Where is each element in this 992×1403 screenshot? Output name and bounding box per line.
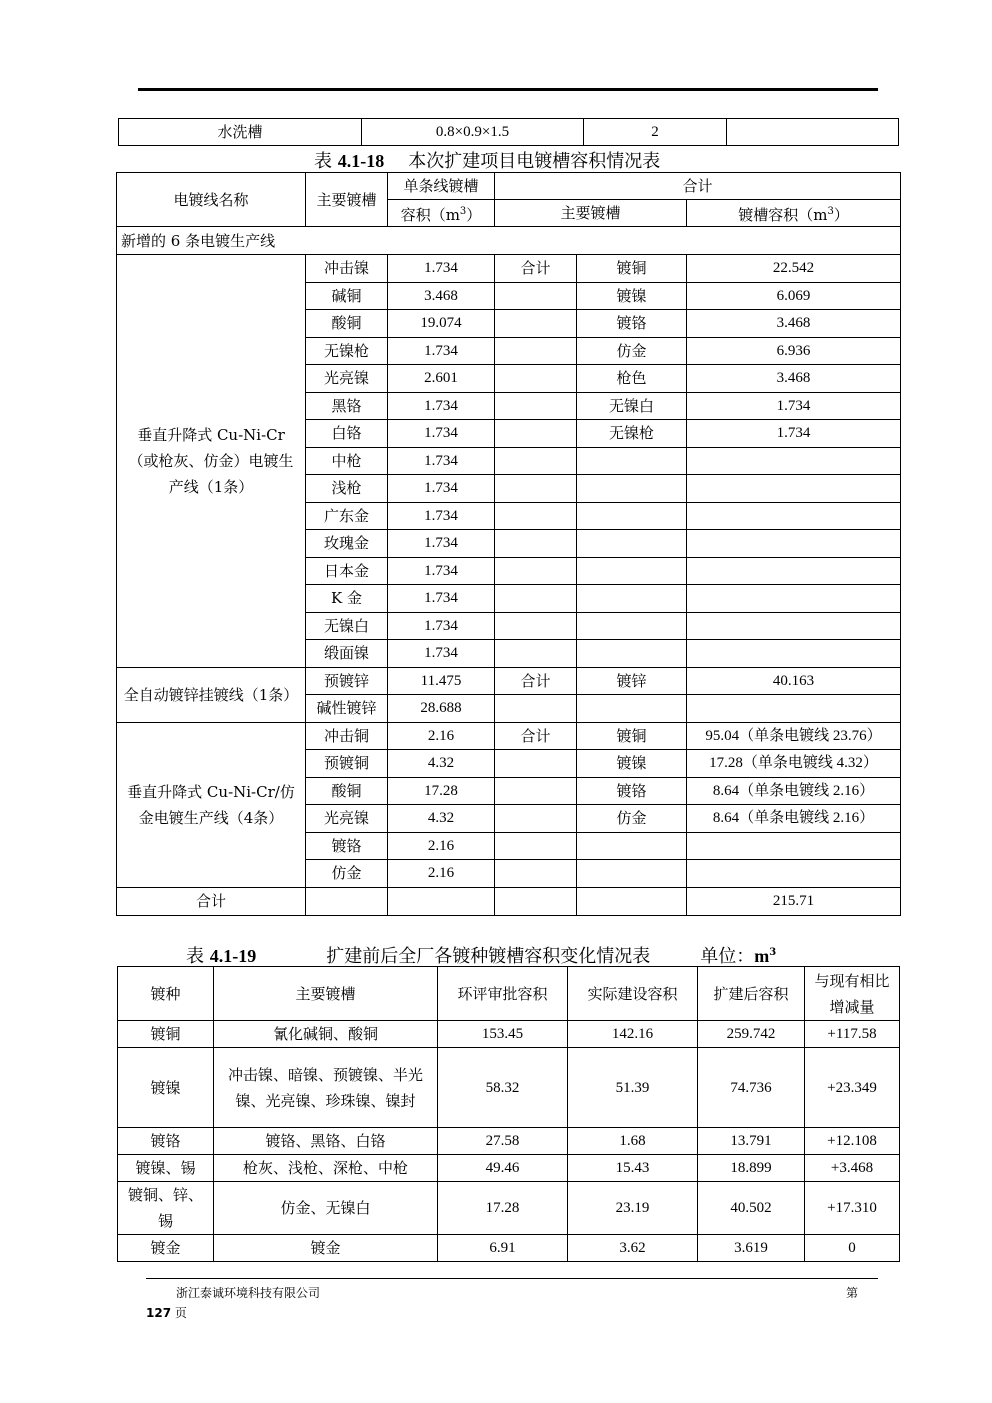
- table-row: [118, 1155, 900, 1182]
- table-4-1-19: [117, 966, 900, 1262]
- t19-value: 0: [805, 1235, 900, 1262]
- tank-name: 预镀铜: [306, 750, 388, 778]
- total-label-cell: [495, 310, 577, 338]
- t19-value: 1.68: [568, 1128, 698, 1155]
- total-label-cell: [495, 557, 577, 585]
- tank-volume: 3.468: [388, 282, 495, 310]
- tank-name: 光亮镍: [306, 365, 388, 393]
- t19-tanks: 镀铬、黑铬、白铬: [214, 1128, 438, 1155]
- t19-value: 13.791: [698, 1128, 805, 1155]
- plating-kind: [577, 612, 687, 640]
- tank-name: 广东金: [306, 502, 388, 530]
- tank-volume: 1.734: [388, 447, 495, 475]
- tank-name: 碱性镀锌: [306, 695, 388, 723]
- plating-volume: 1.734: [687, 420, 901, 448]
- tank-name: 仿金: [306, 860, 388, 888]
- t19-header: 镀种: [118, 967, 214, 1021]
- tank-name: 日本金: [306, 557, 388, 585]
- plating-volume: 3.468: [687, 365, 901, 393]
- table19-caption: 表 4.1-19 扩建前后全厂各镀种镀槽容积变化情况表 单位：$m^3$: [186, 946, 777, 967]
- plating-volume: [687, 557, 901, 585]
- t19-value: 23.19: [568, 1182, 698, 1235]
- t19-kind: 镀金: [118, 1235, 214, 1262]
- section-new-lines: 新增的 6 条电镀生产线: [117, 227, 901, 255]
- t19-tanks: 镀金: [214, 1235, 438, 1262]
- t19-header: 主要镀槽: [214, 967, 438, 1021]
- footer-rule: [146, 1278, 878, 1279]
- tank-volume: 1.734: [388, 530, 495, 558]
- total-label-cell: 合计: [495, 667, 577, 695]
- plating-volume: [687, 612, 901, 640]
- total-label-cell: [495, 805, 577, 833]
- plating-kind: 镀铬: [577, 310, 687, 338]
- tank-volume: 2.16: [388, 832, 495, 860]
- t19-tanks: 仿金、无镍白: [214, 1182, 438, 1235]
- plating-kind: 镀铬: [577, 777, 687, 805]
- header-main-tank: 主要镀槽: [306, 173, 388, 227]
- total-label-cell: [495, 585, 577, 613]
- plating-kind: [577, 502, 687, 530]
- t19-value: 153.45: [438, 1021, 568, 1048]
- tank-name: 冲击铜: [306, 722, 388, 750]
- plating-kind: [577, 447, 687, 475]
- tank-name: 镀铬: [306, 832, 388, 860]
- total-label-cell: [495, 392, 577, 420]
- tank-volume: 1.734: [388, 612, 495, 640]
- plating-kind: 镀铜: [577, 722, 687, 750]
- footer-page-number: 127 页: [146, 1306, 187, 1320]
- t19-kind: 镀铜、锌、锡: [118, 1182, 214, 1235]
- table-row: [117, 255, 901, 283]
- table-row: [118, 1128, 900, 1155]
- t19-value: 51.39: [568, 1048, 698, 1128]
- total-label-cell: [495, 777, 577, 805]
- table-row: [117, 722, 901, 750]
- plating-kind: [577, 695, 687, 723]
- total-label-cell: [495, 420, 577, 448]
- total-label-cell: 合计: [495, 255, 577, 283]
- tank-volume: 17.28: [388, 777, 495, 805]
- plating-volume: [687, 860, 901, 888]
- plating-kind: 镀镍: [577, 282, 687, 310]
- total-label-cell: [495, 640, 577, 668]
- t19-value: 3.62: [568, 1235, 698, 1262]
- total-label-cell: [495, 282, 577, 310]
- total-label-cell: [495, 750, 577, 778]
- plating-kind: [577, 585, 687, 613]
- total-label-cell: [495, 612, 577, 640]
- plating-volume: 40.163: [687, 667, 901, 695]
- footer-page-word: 第: [846, 1286, 859, 1300]
- t19-value: 18.899: [698, 1155, 805, 1182]
- tank-name: 缎面镍: [306, 640, 388, 668]
- table-row: [118, 1021, 900, 1048]
- plating-kind: [577, 557, 687, 585]
- t19-kind: 镀铜: [118, 1021, 214, 1048]
- plating-volume: [687, 447, 901, 475]
- tank-name: 碱铜: [306, 282, 388, 310]
- tank-volume: 11.475: [388, 667, 495, 695]
- tank-name: 预镀锌: [306, 667, 388, 695]
- total-label-cell: [495, 475, 577, 503]
- tank-volume: 2.16: [388, 722, 495, 750]
- plating-volume: [687, 475, 901, 503]
- total-label-cell: [495, 695, 577, 723]
- tank-name: 光亮镍: [306, 805, 388, 833]
- total-label-cell: 合计: [495, 722, 577, 750]
- plating-kind: 仿金: [577, 337, 687, 365]
- plating-volume: [687, 585, 901, 613]
- header-rule: [138, 88, 878, 91]
- tank-volume: 1.734: [388, 255, 495, 283]
- total-label-cell: [495, 502, 577, 530]
- tank-volume: 1.734: [388, 475, 495, 503]
- plating-volume: 95.04（单条电镀线 23.76）: [687, 722, 901, 750]
- cell-extra: [727, 119, 899, 146]
- t19-value: 17.28: [438, 1182, 568, 1235]
- total-label-cell: [495, 365, 577, 393]
- tank-name: 酸铜: [306, 310, 388, 338]
- plating-kind: 无镍白: [577, 392, 687, 420]
- tank-volume: 1.734: [388, 502, 495, 530]
- t19-value: 27.58: [438, 1128, 568, 1155]
- tank-name: 白铬: [306, 420, 388, 448]
- t19-value: +117.58: [805, 1021, 900, 1048]
- total-label-cell: [495, 337, 577, 365]
- tank-volume: 1.734: [388, 585, 495, 613]
- total-label-cell: [495, 832, 577, 860]
- tank-name: 中枪: [306, 447, 388, 475]
- plating-kind: 镀锌: [577, 667, 687, 695]
- plating-volume: 22.542: [687, 255, 901, 283]
- t19-header: 实际建设容积: [568, 967, 698, 1021]
- tank-volume: 1.734: [388, 420, 495, 448]
- table-row: [118, 1235, 900, 1262]
- t19-header: 扩建后容积: [698, 967, 805, 1021]
- t19-value: 6.91: [438, 1235, 568, 1262]
- t19-value: +23.349: [805, 1048, 900, 1128]
- top-remnant-table: [118, 118, 899, 146]
- plating-kind: 无镍枪: [577, 420, 687, 448]
- tank-volume: 28.688: [388, 695, 495, 723]
- tank-volume: 1.734: [388, 392, 495, 420]
- tank-name: 无镍枪: [306, 337, 388, 365]
- total-label-cell: [495, 860, 577, 888]
- cell-size: 0.8×0.9×1.5: [362, 119, 584, 146]
- header-total-volume: 镀槽容积$(m^3)$: [687, 200, 901, 227]
- t19-value: 3.619: [698, 1235, 805, 1262]
- total-label: 合计: [117, 887, 306, 915]
- tank-name: 酸铜: [306, 777, 388, 805]
- t19-value: 142.16: [568, 1021, 698, 1048]
- plating-volume: 8.64（单条电镀线 2.16）: [687, 805, 901, 833]
- table-row: [118, 1048, 900, 1128]
- plating-volume: [687, 502, 901, 530]
- t19-header: 与现有相比增减量: [805, 967, 900, 1021]
- table-row: [117, 667, 901, 695]
- line1-name: 垂直升降式 Cu-Ni-Cr（或枪灰、仿金）电镀生产线（1条）: [117, 255, 306, 668]
- table-4-1-18: [116, 172, 901, 916]
- t19-value: 40.502: [698, 1182, 805, 1235]
- tank-name: 黑铬: [306, 392, 388, 420]
- header-volume-2: 容积$(m^3)$: [388, 200, 495, 227]
- table18-caption: 表 4.1-18 本次扩建项目电镀槽容积情况表: [314, 151, 661, 172]
- cell-name: 水洗槽: [119, 119, 362, 146]
- tank-volume: 4.32: [388, 805, 495, 833]
- tank-name: 冲击镍: [306, 255, 388, 283]
- t19-kind: 镀镍、锡: [118, 1155, 214, 1182]
- line2-name: 全自动镀锌挂镀线（1条）: [117, 667, 306, 722]
- table-row: [118, 1182, 900, 1235]
- plating-kind: [577, 475, 687, 503]
- t19-kind: 镀镍: [118, 1048, 214, 1128]
- plating-volume: 6.936: [687, 337, 901, 365]
- tank-name: 玫瑰金: [306, 530, 388, 558]
- plating-volume: 8.64（单条电镀线 2.16）: [687, 777, 901, 805]
- t19-value: +12.108: [805, 1128, 900, 1155]
- plating-volume: [687, 640, 901, 668]
- tank-volume: 19.074: [388, 310, 495, 338]
- footer-company: 浙江泰诚环境科技有限公司: [176, 1286, 321, 1300]
- t19-value: 74.736: [698, 1048, 805, 1128]
- plating-volume: 3.468: [687, 310, 901, 338]
- plating-volume: [687, 695, 901, 723]
- t19-value: 15.43: [568, 1155, 698, 1182]
- cell-count: 2: [584, 119, 727, 146]
- header-total: 合计: [495, 173, 901, 200]
- tank-volume: 2.601: [388, 365, 495, 393]
- tank-name: 无镍白: [306, 612, 388, 640]
- total-label-cell: [495, 530, 577, 558]
- plating-kind: [577, 832, 687, 860]
- plating-volume: 6.069: [687, 282, 901, 310]
- t19-kind: 镀铬: [118, 1128, 214, 1155]
- header-total-tank: 主要镀槽: [495, 200, 687, 227]
- plating-kind: [577, 860, 687, 888]
- plating-kind: 枪色: [577, 365, 687, 393]
- t19-value: 259.742: [698, 1021, 805, 1048]
- plating-kind: 仿金: [577, 805, 687, 833]
- plating-volume: [687, 530, 901, 558]
- plating-volume: 1.734: [687, 392, 901, 420]
- tank-volume: 1.734: [388, 557, 495, 585]
- tank-volume: 4.32: [388, 750, 495, 778]
- plating-kind: [577, 530, 687, 558]
- total-value: 215.71: [687, 887, 901, 915]
- plating-volume: [687, 832, 901, 860]
- t19-value: 49.46: [438, 1155, 568, 1182]
- plating-kind: 镀铜: [577, 255, 687, 283]
- plating-kind: [577, 640, 687, 668]
- tank-name: K 金: [306, 585, 388, 613]
- header-volume-1: 单条线镀槽: [388, 173, 495, 200]
- tank-volume: 1.734: [388, 337, 495, 365]
- t19-value: +3.468: [805, 1155, 900, 1182]
- total-label-cell: [495, 447, 577, 475]
- plating-volume: 17.28（单条电镀线 4.32）: [687, 750, 901, 778]
- tank-volume: 2.16: [388, 860, 495, 888]
- t19-tanks: 冲击镍、暗镍、预镀镍、半光镍、光亮镍、珍珠镍、镍封: [214, 1048, 438, 1128]
- t19-value: +17.310: [805, 1182, 900, 1235]
- tank-volume: 1.734: [388, 640, 495, 668]
- t19-header: 环评审批容积: [438, 967, 568, 1021]
- t19-tanks: 枪灰、浅枪、深枪、中枪: [214, 1155, 438, 1182]
- t19-value: 58.32: [438, 1048, 568, 1128]
- plating-kind: 镀镍: [577, 750, 687, 778]
- tank-name: 浅枪: [306, 475, 388, 503]
- t19-tanks: 氰化碱铜、酸铜: [214, 1021, 438, 1048]
- line3-name: 垂直升降式 Cu-Ni-Cr/仿金电镀生产线（4条）: [117, 722, 306, 887]
- header-line-name: 电镀线名称: [117, 173, 306, 227]
